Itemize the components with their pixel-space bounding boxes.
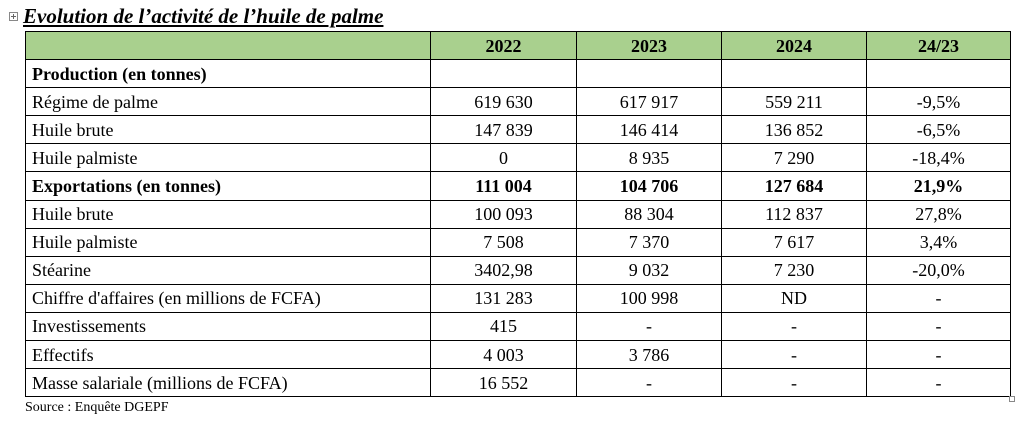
table-cell: -	[867, 312, 1011, 340]
table-cell: -	[867, 341, 1011, 369]
row-label: Masse salariale (millions de FCFA)	[26, 369, 431, 397]
table-cell: -	[722, 341, 867, 369]
table-cell: -	[867, 369, 1011, 397]
table-cell: 415	[431, 312, 577, 340]
table-cell: ND	[722, 284, 867, 312]
table-cell: 7 230	[722, 256, 867, 284]
row-label: Régime de palme	[26, 88, 431, 116]
row-label: Huile palmiste	[26, 144, 431, 172]
table-cell: 112 837	[722, 200, 867, 228]
table-row	[26, 228, 1011, 256]
row-label: Investissements	[26, 312, 431, 340]
table-cell: 146 414	[577, 116, 722, 144]
table-cell: 559 211	[722, 88, 867, 116]
table-title: Evolution de l’activité de l’huile de palme	[23, 4, 384, 28]
table-cell: 617 917	[577, 88, 722, 116]
table-row-exportations	[26, 172, 1011, 200]
column-header-2023: 2023	[577, 32, 722, 60]
table-cell: 9 032	[577, 256, 722, 284]
table-cell: 27,8%	[867, 200, 1011, 228]
table-cell: -6,5%	[867, 116, 1011, 144]
table-cell: -	[577, 369, 722, 397]
row-label: Effectifs	[26, 341, 431, 369]
table-cell: 131 283	[431, 284, 577, 312]
table-cell: -	[577, 312, 722, 340]
column-header-2022: 2022	[431, 32, 577, 60]
row-label: Production (en tonnes)	[26, 60, 431, 88]
row-label: Exportations (en tonnes)	[26, 172, 431, 200]
table-row	[26, 144, 1011, 172]
table-cell	[722, 60, 867, 88]
table-cell: -	[867, 284, 1011, 312]
column-header-variation: 24/23	[867, 32, 1011, 60]
table-cell: 8 935	[577, 144, 722, 172]
table-row	[26, 200, 1011, 228]
table-cell: 111 004	[431, 172, 577, 200]
table-row	[26, 88, 1011, 116]
table-cell: -18,4%	[867, 144, 1011, 172]
row-label: Huile brute	[26, 200, 431, 228]
source-note: Source : Enquête DGEPF	[25, 400, 169, 415]
table-cell: 3,4%	[867, 228, 1011, 256]
table-cell: -9,5%	[867, 88, 1011, 116]
table-cell: 3 786	[577, 341, 722, 369]
table-row	[26, 116, 1011, 144]
table-cell: 7 617	[722, 228, 867, 256]
table-cell: 7 508	[431, 228, 577, 256]
table-cell: 136 852	[722, 116, 867, 144]
table-cell: 147 839	[431, 116, 577, 144]
table-cell: 100 093	[431, 200, 577, 228]
table-row	[26, 256, 1011, 284]
column-header	[26, 32, 431, 60]
table-cell: 7 370	[577, 228, 722, 256]
column-header-2024: 2024	[722, 32, 867, 60]
table-cell	[577, 60, 722, 88]
table-resize-handle-icon[interactable]	[1009, 396, 1015, 402]
row-label: Stéarine	[26, 256, 431, 284]
table-row	[26, 341, 1011, 369]
table-cell: 4 003	[431, 341, 577, 369]
table-cell: -	[722, 312, 867, 340]
table-header-row	[26, 32, 1011, 60]
table-row	[26, 312, 1011, 340]
table-cell: 100 998	[577, 284, 722, 312]
table-cell: 21,9%	[867, 172, 1011, 200]
table-cell	[867, 60, 1011, 88]
table-cell: 16 552	[431, 369, 577, 397]
table-row	[26, 284, 1011, 312]
table-cell: 88 304	[577, 200, 722, 228]
table-cell: 104 706	[577, 172, 722, 200]
row-label: Huile brute	[26, 116, 431, 144]
table-cell: 127 684	[722, 172, 867, 200]
table-cell: -	[722, 369, 867, 397]
table-row-production	[26, 60, 1011, 88]
palm-oil-table	[25, 31, 1011, 397]
table-cell: 0	[431, 144, 577, 172]
table-cell: 619 630	[431, 88, 577, 116]
row-label: Huile palmiste	[26, 228, 431, 256]
table-cell: -20,0%	[867, 256, 1011, 284]
row-label: Chiffre d'affaires (en millions de FCFA)	[26, 284, 431, 312]
table-cell: 7 290	[722, 144, 867, 172]
table-move-handle-icon[interactable]	[9, 12, 18, 21]
table-cell	[431, 60, 577, 88]
table-row	[26, 369, 1011, 397]
table-cell: 3402,98	[431, 256, 577, 284]
